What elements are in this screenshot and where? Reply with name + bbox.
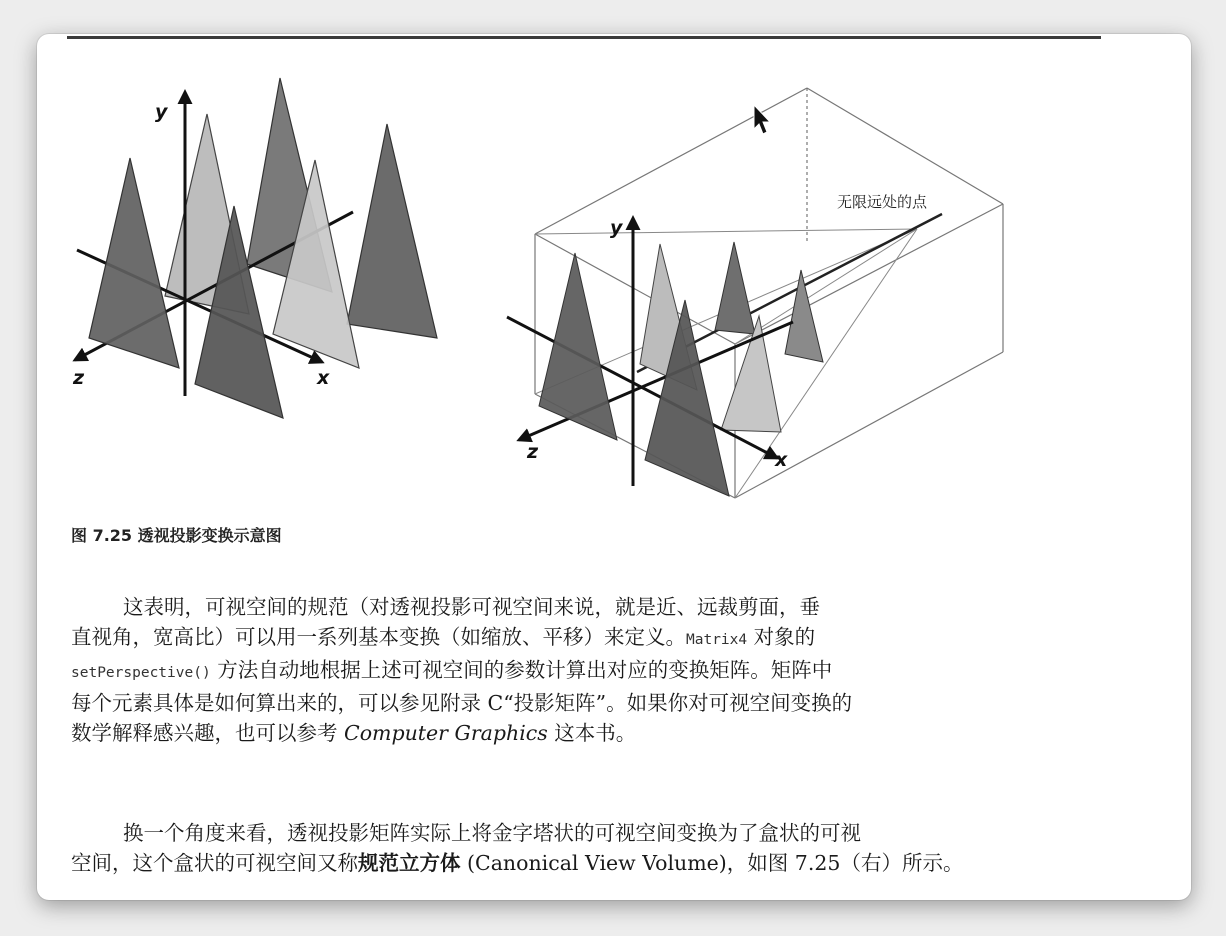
left-triangle-back-right [347, 124, 437, 338]
left-x-label: x [317, 367, 330, 389]
code-matrix4: Matrix4 [686, 632, 748, 648]
paragraph-1 [71, 592, 1111, 748]
p2-line-2 [71, 848, 1111, 878]
perspective-figure [37, 34, 1191, 504]
left-diagram [72, 78, 437, 418]
p1-line-2-text: 直视角，宽高比）可以用一系列基本变换（如缩放、平移）来定义。 [71, 625, 686, 649]
p1-line-1: 这表明，可视空间的规范（对透视投影可视空间来说，就是近、远裁剪面，垂 [123, 595, 820, 619]
code-setperspective: setPerspective() [71, 665, 211, 681]
figure-caption: 图 7.25 透视投影变换示意图 [71, 526, 282, 545]
book-title: Computer Graphics [344, 721, 548, 745]
right-diagram [507, 88, 1003, 498]
p1-line-3-text: 方法自动地根据上述可视空间的参数计算出对应的变换矩阵。矩阵中 [210, 658, 833, 682]
left-z-label: z [73, 367, 85, 389]
term-canonical-cube: 规范立方体 [358, 851, 461, 875]
left-y-label: y [155, 101, 168, 123]
p2-line-2-text: 空间，这个盒状的可视空间又称 [71, 851, 358, 875]
right-y-label: y [610, 217, 623, 239]
right-triangle-mid-dark [715, 242, 755, 334]
p1-line-2 [71, 622, 1111, 655]
p2-line-2-tail: (Canonical View Volume)，如图 7.25（右）所示。 [460, 851, 964, 875]
right-x-label: x [775, 449, 788, 471]
p1-line-4: 每个元素具体是如何算出来的，可以参见附录 C“投影矩阵”。如果你对可视空间变换的 [71, 691, 853, 715]
right-z-label: z [527, 441, 539, 463]
p1-line-2-tail: 对象的 [747, 625, 816, 649]
p2-line-1: 换一个角度来看，透视投影矩阵实际上将金字塔状的可视空间变换为了盒状的可视 [123, 821, 861, 845]
right-triangle-front-left [539, 253, 617, 440]
p1-line-5-text: 数学解释感兴趣，也可以参考 [71, 721, 345, 745]
infinity-point-label: 无限远处的点 [837, 193, 928, 211]
paragraph-2 [71, 818, 1111, 878]
document-window [37, 34, 1191, 900]
p1-line-5 [71, 718, 1111, 748]
p1-line-3 [71, 655, 1111, 688]
p1-line-5-tail: 这本书。 [547, 721, 637, 745]
